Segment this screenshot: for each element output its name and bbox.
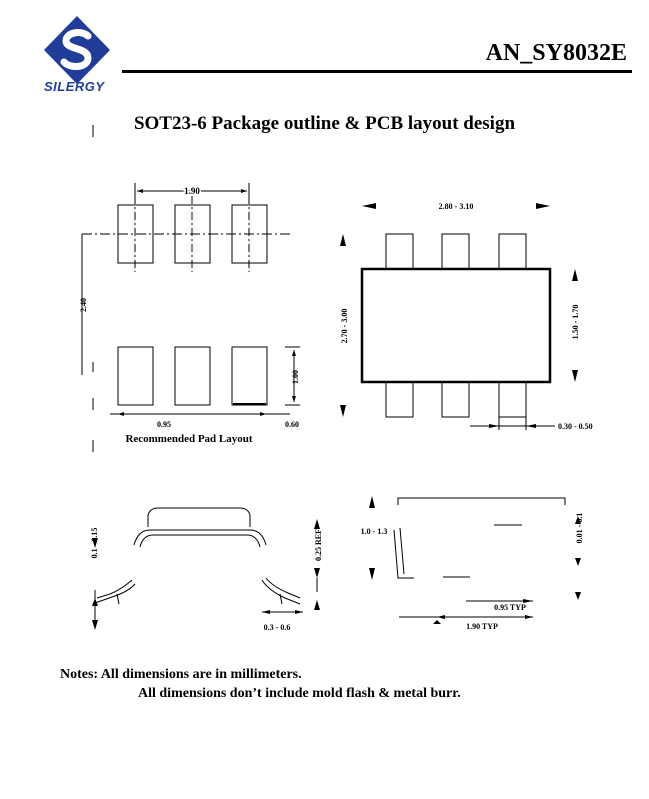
dim-package-length: 2.80 - 3.10 [438, 202, 474, 211]
package-front-view [394, 498, 565, 617]
pad-layout-caption: Recommended Pad Layout [125, 433, 253, 445]
package-side-view [95, 508, 317, 628]
pad-layout-view [82, 183, 300, 414]
package-top-view [362, 234, 555, 430]
dim-front-pitch: 0.95 TYP [494, 603, 526, 612]
dim-body-height: 1.0 - 1.3 [360, 527, 388, 536]
dim-body-width: 1.50 - 1.70 [571, 304, 580, 340]
dim-ref: 0.25 REF [314, 529, 323, 561]
notes-line-1: Notes: All dimensions are in millimeters. [60, 667, 302, 682]
dim-lead-standoff: 0.01 - 0.1 [575, 512, 584, 544]
dim-foot: 0.3 - 0.6 [263, 623, 291, 632]
logo-text: SILERGY [44, 79, 105, 94]
page-title: SOT23-6 Package outline & PCB layout design [133, 113, 516, 134]
dim-front-span: 1.90 TYP [466, 622, 498, 631]
dim-overall-width: 2.70 - 3.00 [340, 308, 349, 344]
dim-standoff: 0.1 - 0.15 [90, 527, 99, 559]
notes-line-2: All dimensions don’t include mold flash & metal burr. [138, 686, 461, 701]
dim-pad-height: 2.40 [79, 298, 88, 312]
dim-pad-width: 0.60 [285, 420, 299, 429]
notes [60, 665, 461, 703]
dim-pad-pitch-total: 1.90 [184, 186, 200, 196]
document-id: AN_SY8032E [485, 40, 627, 66]
dim-pad-length: 1.00 [291, 370, 300, 384]
dim-lead-width: 0.30 - 0.50 [558, 422, 593, 431]
dim-pad-pitch: 0.95 [157, 420, 171, 429]
